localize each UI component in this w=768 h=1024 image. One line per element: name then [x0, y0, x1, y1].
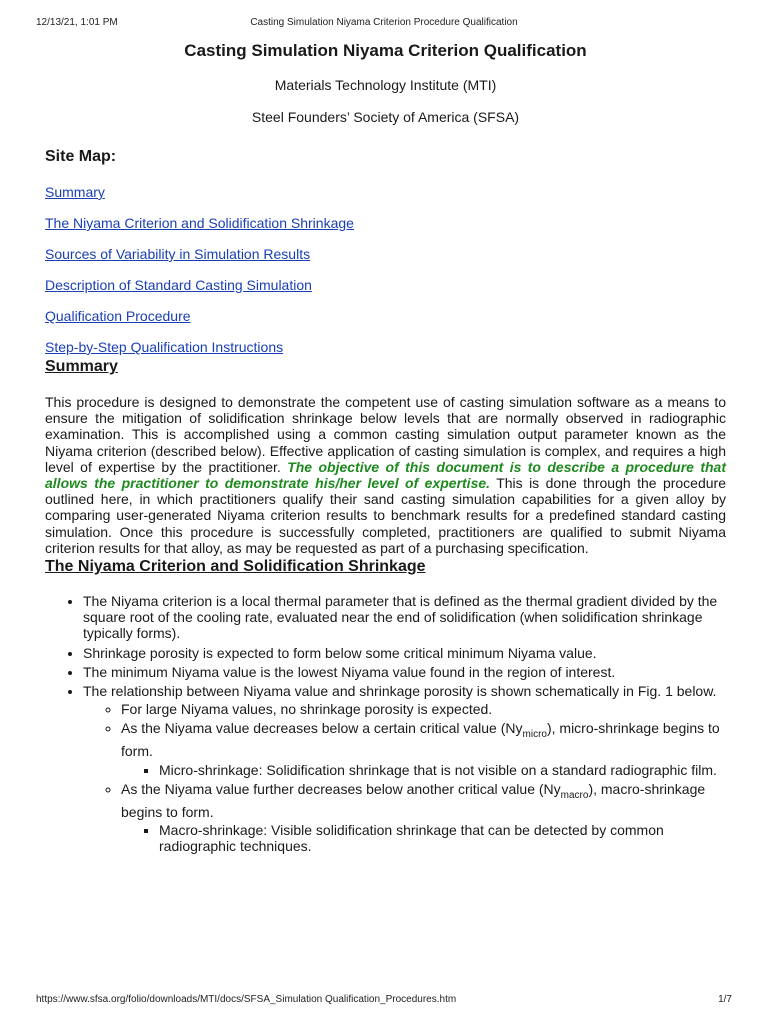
sitemap-link-standard-casting[interactable]: Description of Standard Casting Simulation: [45, 277, 312, 293]
sitemap-list: [45, 183, 726, 356]
org-sfsa: Steel Founders’ Society of America (SFSA): [251, 109, 520, 125]
document-title: Casting Simulation Niyama Criterion Qualification: [184, 41, 587, 60]
summary-paragraph: [45, 394, 726, 556]
list-item-text: ), micro-shrinkage begins to form.: [121, 720, 720, 760]
list-item-text: The relationship between Niyama value and shrinkage porosity is shown schematically in Fig. 1 below.: [83, 683, 717, 700]
list-item: • The Niyama criterion is a local thermal parameter that is defined as the thermal gradient divided by the square root of the cooling rate, evaluated near the end of solidification (when solidification shrinkage typically forms).: [83, 593, 726, 642]
micro-definition-list: [121, 762, 726, 778]
list-item: [121, 720, 726, 777]
list-item: ▪ Macro-shrinkage: Visible solidification shrinkage that can be detected by common radiographic techniques.: [159, 822, 726, 854]
sitemap-link-niyama[interactable]: The Niyama Criterion and Solidification Shrinkage: [45, 215, 354, 231]
macro-definition-list: [121, 822, 726, 854]
summary-objective-emphasis: The objective of this document is to describe a procedure that allows the practitioner to demonstrate his/her level of expertise.: [45, 458, 726, 492]
summary-text-1: This procedure is designed to demonstrate the competent use of casting simulation software as a means to ensure the mitigation of solidification shrinkage below levels that are normally observed in radiographic examination. This is accomplished using a common casting simulation output parameter known as the Niyama criterion (described below). Effective application of casting simulation is complex, and requires a high level of expertise by the practitioner.: [45, 394, 726, 475]
list-item-text: As the Niyama value further decreases below another critical value (Ny: [121, 780, 561, 797]
document-body: [45, 40, 726, 857]
list-item: • Shrinkage porosity is expected to form below some critical minimum Niyama value.: [83, 645, 726, 661]
sitemap-link-qualification[interactable]: Qualification Procedure: [45, 308, 191, 324]
print-page-title: Casting Simulation Niyama Criterion Procedure Qualification: [250, 17, 518, 28]
print-footer: [36, 994, 732, 1005]
niyama-sub-list: [83, 701, 726, 854]
summary-heading: Summary: [45, 358, 118, 375]
list-item: ▪ Micro-shrinkage: Solidification shrinkage that is not visible on a standard radiographic film.: [159, 762, 726, 778]
list-item-text: ), macro-shrinkage begins to form.: [121, 780, 706, 820]
sitemap-link-variability[interactable]: Sources of Variability in Simulation Results: [45, 246, 311, 262]
list-item-text: As the Niyama value decreases below a certain critical value (Ny: [121, 720, 523, 737]
print-datetime: 12/13/21, 1:01 PM: [36, 17, 118, 28]
print-page-number: 1/7: [718, 994, 732, 1005]
print-url: https://www.sfsa.org/folio/downloads/MTI/docs/SFSA_Simulation Qualification_Procedures.htm: [36, 994, 457, 1005]
niyama-bullet-list: [45, 593, 726, 854]
summary-text-2: This is done through the procedure outlined here, in which practitioners qualify their sand casting simulation capabilities for a given alloy by comparing user-generated Niyama criterion results to benchmark results for a predefined standard casting simulation. Once this procedure is successfully completed, practitioners are qualified to submit Niyama criterion results for that alloy, as may be requested as part of a purchasing specification.: [45, 475, 726, 556]
list-item: [83, 683, 726, 854]
list-item: [121, 781, 726, 855]
list-item: ◦ For large Niyama values, no shrinkage porosity is expected.: [121, 701, 726, 717]
org-mti: Materials Technology Institute (MTI): [274, 77, 497, 93]
sitemap-link-step-by-step[interactable]: Step-by-Step Qualification Instructions: [45, 339, 284, 355]
ny-macro-subscript: macro: [560, 789, 589, 801]
sitemap-heading: Site Map:: [45, 148, 117, 165]
sitemap-link-summary[interactable]: Summary: [45, 184, 105, 200]
niyama-heading: The Niyama Criterion and Solidification Shrinkage: [45, 558, 426, 576]
print-header: [36, 17, 732, 28]
ny-micro-subscript: micro: [522, 729, 547, 741]
list-item: • The minimum Niyama value is the lowest Niyama value found in the region of interest.: [83, 664, 726, 680]
